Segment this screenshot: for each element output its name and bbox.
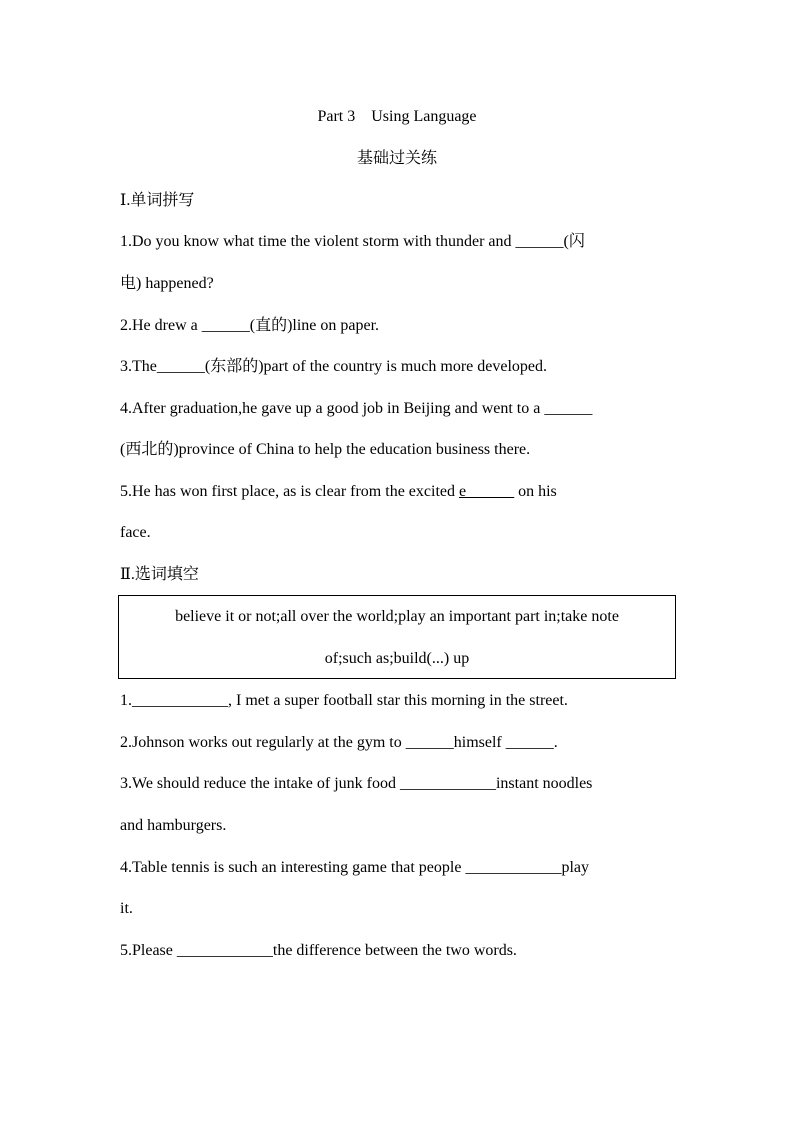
s1-q5-line2: face.	[120, 524, 151, 541]
s2-q3-line2: and hamburgers.	[120, 817, 227, 834]
page-subtitle: 基础过关练	[356, 150, 437, 167]
s2-q3-line1: 3.We should reduce the intake of junk food ____________instant noodles	[120, 775, 593, 792]
s2-q2: 2.Johnson works out regularly at the gym to ______himself ______.	[120, 734, 558, 751]
s1-q1-line2: 电) happened?	[120, 275, 214, 292]
section2-heading: Ⅱ.选词填空	[120, 566, 199, 583]
s1-q5-blank: e______	[458, 483, 515, 500]
s2-q1: 1.____________, I met a super football star this morning in the street.	[120, 692, 568, 709]
s1-q5-text-b: on his	[514, 483, 557, 500]
s1-q4-line1: 4.After graduation,he gave up a good job in Beijing and went to a ______	[120, 400, 593, 417]
s2-q4-line1: 4.Table tennis is such an interesting game that people ____________play	[120, 859, 589, 876]
s1-q2: 2.He drew a ______(直的)line on paper.	[120, 317, 380, 334]
section1-heading: Ⅰ.单词拼写	[120, 192, 195, 209]
s1-q5-line1	[120, 482, 557, 502]
s2-q4-line2: it.	[120, 900, 133, 917]
word-bank-line1: believe it or not;all over the world;play an important part in;take note	[175, 608, 619, 625]
s2-q5: 5.Please ____________the difference between the two words.	[120, 942, 517, 959]
page-title: Part 3 Using Language	[317, 108, 477, 125]
s1-q1-line1: 1.Do you know what time the violent storm with thunder and ______(闪	[120, 233, 585, 250]
word-bank-box	[118, 595, 676, 679]
s1-q5-text-a: 5.He has won first place, as is clear from the excited	[120, 483, 459, 500]
s1-q4-line2: (西北的)province of China to help the education business there.	[120, 441, 531, 458]
s1-q3: 3.The______(东部的)part of the country is much more developed.	[120, 358, 548, 375]
word-bank-line2: of;such as;build(...) up	[324, 650, 470, 667]
